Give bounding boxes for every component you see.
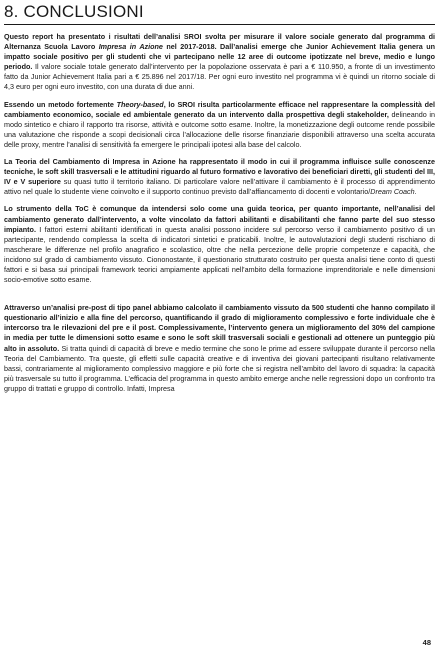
paragraph xyxy=(4,204,435,285)
paragraph xyxy=(4,157,435,197)
section-title: 8. CONCLUSIONI xyxy=(4,2,435,25)
text-run: , lo SROI risulta particolarmente efficace nel rappresentare la complessità del cambiamento economico, sociale ed ambientale generato da un intervento dalla prospettiva degli stakeholder, xyxy=(4,99,435,119)
text-run: delineando in modo sintetico e chiaro il rapporto tra risorse, attività e outcome sotto esame. Inoltre, la monetizzazione degli outcome rende possibile una valutazione che risponde a scopi decisionali circa l’allocazione delle risorse finanziarie disponibili attraverso una scelta accurata delle proxy, mentre l’analisi di sensitività fa emergere le principali ipotesi alla base del calcolo. xyxy=(4,109,435,149)
text-run: I fattori esterni abilitanti identificati in questa analisi possono incidere sul percorso verso il cambiamento positivo di un partecipante, rendendo complessa la scelta di indicatori sintetici e praticabili. Inoltre, le autovalutazioni degli studenti rischiano di mascherare le differenze nel profilo anagrafico e scolastico, oltre che nella percezione delle proprie competenze e capacità, che incidono sul grado di cambiamento vissuto. Ciononostante, il questionario strutturato costruito per questa analisi tiene conto di questi fattori e si basa sui principali framework teorici ampiamente applicati nell’ambito della formazione imprenditoriale e nelle dimensioni socio-emotive sotto esame. xyxy=(4,224,435,285)
text-run: Lo strumento della ToC è comunque da intendersi solo come una guida teorica, per quanto importante, nell’analisi del cambiamento generato dall’intervento, a volte vincolato da fattori abilitanti e disabilitanti che fanno parte del suo stesso impianto. xyxy=(4,204,435,234)
text-run: Dream Coach xyxy=(370,187,415,197)
text-run: Si tratta quindi di capacità di breve e medio termine che sono le prime ad essere sviluppate durante il percorso nella Teoria del Cambiamento. Tra queste, gli effetti sulle capacità creative e di inventiva dei giovani partecipanti risultano relativamente bassi, contrariamente al miglioramento complessivo maggiore e più forte che si registra nell’ambito del lavoro di squadra: la capacità più trasversale su tutto il programma. L’efficacia del programma in questo ambito emerge anche nelle regressioni dopo un confronto tra gruppo di trattati e gruppo di controllo. Infatti, Impresa xyxy=(4,343,435,393)
document-page xyxy=(4,0,435,654)
text-run: Essendo un metodo fortemente xyxy=(4,99,117,109)
text-run: La Teoria del Cambiamento di Impresa in Azione ha rappresentato il modo in cui il programma influisce sulle conoscenze tecniche, le soft skill trasversali e le attitudini riguardo al futuro formativo e lavorativo dei beneficiari diretti, gli studenti del III, IV e V superiore xyxy=(4,157,435,187)
text-run: Complessivamente, l’intervento genera un miglioramento del 30% del campione in media per tutte le dimensioni sotto esame e sono le soft skill trasversali sociali e gestionali ad ottenere un punteggio più alto in assoluto. xyxy=(4,323,436,353)
text-run: Impresa in Azione xyxy=(98,42,163,52)
text-run: Questo report ha presentato i risultati dell’analisi SROI svolta per misurare il valore sociale generato dal programma di Alternanza Scuola Lavoro xyxy=(4,32,435,52)
section-body xyxy=(4,32,435,394)
paragraph xyxy=(4,32,435,93)
text-run: Attraverso un’analisi pre-post di tipo panel abbiamo calcolato il cambiamento vissuto da 500 studenti che hanno compilato il questionario all’inizio e alla fine del percorso, quantificando il grado di miglioramento complessivo e forte individuale che è intercorso tra le rilevazioni del pre e il post. xyxy=(4,303,435,333)
text-run: . xyxy=(414,187,417,197)
text-run: su quasi tutto il territorio italiano. Di particolare valore nell’attivare il cambiamento è il processo di apprendimento attivo nel quale lo studente viene coinvolto e il supporto continuo previsto dall’affiancamento di docenti e volontario/ xyxy=(4,177,435,197)
text-run: nel 2017-2018. xyxy=(162,42,217,52)
page-number: 48 xyxy=(422,638,431,647)
text-run: Theory-based xyxy=(116,99,164,109)
text-run: Il valore sociale totale generato dall’intervento per la popolazione osservata è pari a € 110.950, a fronte di un investimento fatto da Junior Achievement Italia pari a € 25.896 nel 2017/18. Per ogni euro investito nel programma vi è quindi un ritorno sociale di 4,3 euro per ogni euro investito, con una durata di due anni. xyxy=(4,62,435,92)
paragraph xyxy=(4,303,435,394)
paragraph xyxy=(4,100,435,150)
text-run: Dall’analisi emerge che Junior Achievement Italia genera un impatto sociale positivo per gli studenti che vi partecipano nelle 12 aree di outcome ipotizzate nel breve, medio e lungo periodo. xyxy=(4,42,436,72)
